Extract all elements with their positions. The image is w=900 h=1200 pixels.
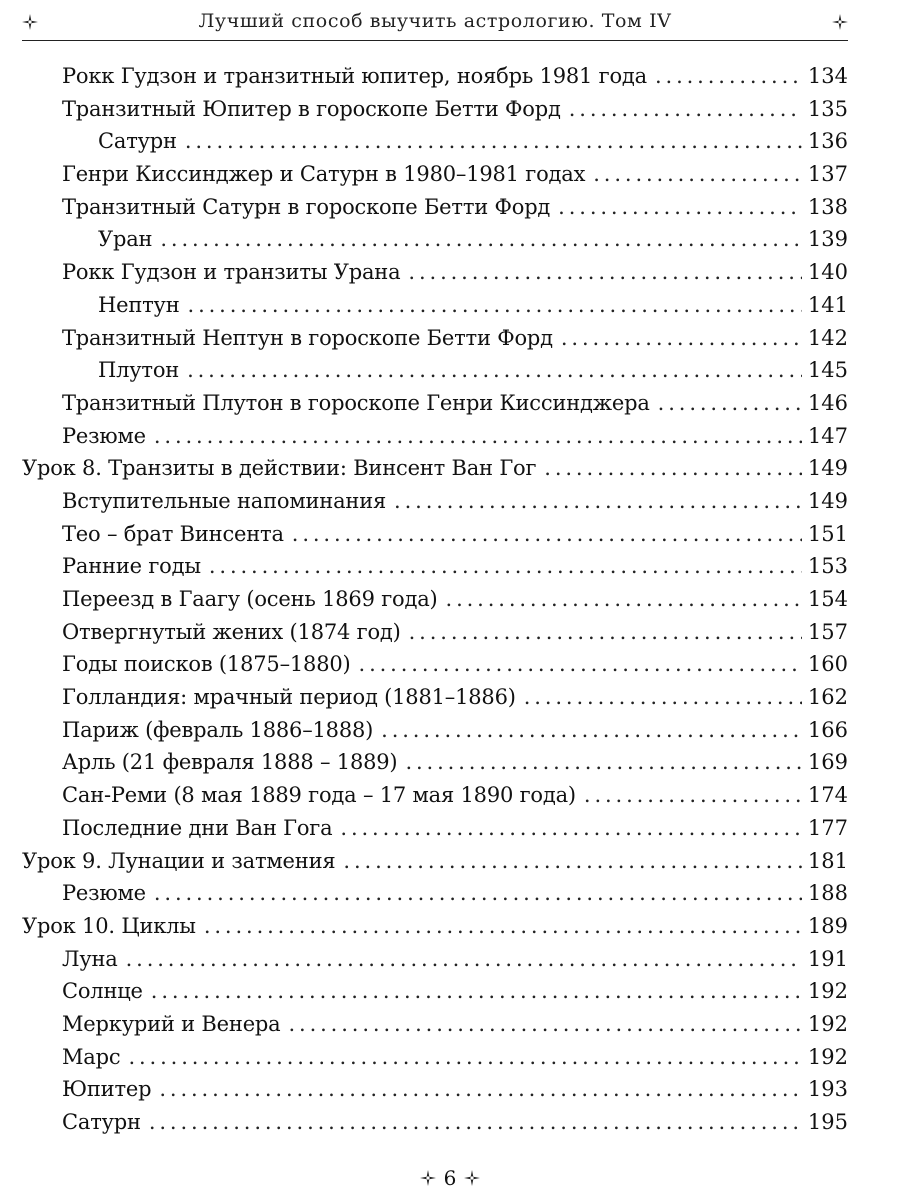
page-footer <box>0 1166 900 1190</box>
dot-leader <box>343 845 801 878</box>
toc-entry-title: Ранние годы <box>62 554 201 579</box>
dot-leader <box>446 583 802 616</box>
toc-entry-page: 153 <box>807 554 848 579</box>
toc-entry-title: Транзитный Юпитер в гороскопе Бетти Форд <box>62 96 561 121</box>
toc-entry-page: 149 <box>807 488 848 513</box>
toc-entry-title: Резюме <box>62 423 146 448</box>
dot-leader <box>128 1041 801 1074</box>
toc-entry-page: 166 <box>807 717 848 742</box>
toc-entry <box>22 943 848 976</box>
toc-entry-page: 147 <box>807 423 848 448</box>
toc-entry <box>22 746 848 779</box>
toc-entry-page: 193 <box>807 1077 848 1102</box>
toc-entry-page: 191 <box>807 946 848 971</box>
toc-entry <box>22 485 848 518</box>
dot-leader <box>126 943 802 976</box>
toc-entry-title: Рокк Гудзон и транзиты Урана <box>62 260 401 285</box>
four-point-star-icon <box>464 1170 480 1186</box>
running-header <box>22 6 848 41</box>
toc-entry-page: 137 <box>807 162 848 187</box>
toc-entry-page: 151 <box>807 521 848 546</box>
dot-leader <box>340 812 802 845</box>
toc-entry-page: 135 <box>807 96 848 121</box>
dot-leader <box>151 975 802 1008</box>
toc-entry-page: 169 <box>807 750 848 775</box>
toc-entry <box>22 550 848 583</box>
toc-entry <box>22 910 848 943</box>
toc-entry <box>22 420 848 453</box>
toc-entry-title: Урок 8. Транзиты в действии: Винсент Ван Гог <box>22 456 537 481</box>
toc-entry-title: Годы поисков (1875–1880) <box>62 652 351 677</box>
toc-entry <box>22 60 848 93</box>
dot-leader <box>359 648 802 681</box>
toc-entry-page: 188 <box>807 881 848 906</box>
toc-entry-title: Сатурн <box>62 1110 141 1134</box>
dot-leader <box>655 60 802 93</box>
dot-leader <box>209 550 802 583</box>
toc-entry-title: Плутон <box>98 358 180 383</box>
table-of-contents <box>22 60 848 1139</box>
toc-entry <box>22 616 848 649</box>
toc-entry-page: 192 <box>807 979 848 1004</box>
toc-entry-page: 142 <box>807 325 848 350</box>
toc-entry-title: Нептун <box>98 292 180 317</box>
toc-entry-title: Сатурн <box>98 129 177 154</box>
toc-entry-page: 138 <box>807 194 848 219</box>
toc-entry-title: Марс <box>62 1044 121 1069</box>
toc-entry-page: 160 <box>807 652 848 677</box>
toc-entry <box>22 452 848 485</box>
toc-entry-title: Тео – брат Винсента <box>62 521 284 546</box>
toc-entry-title: Луна <box>62 946 118 971</box>
toc-entry-title: Арль (21 февраля 1888 – 1889) <box>62 750 398 775</box>
dot-leader <box>185 125 802 158</box>
toc-entry-page: 177 <box>807 815 848 840</box>
toc-entry-title: Сан-Реми (8 мая 1889 года – 17 мая 1890 года) <box>62 783 576 808</box>
toc-entry-title: Солнце <box>62 979 143 1004</box>
four-point-star-icon <box>22 14 38 30</box>
dot-leader <box>524 681 802 714</box>
toc-entry <box>22 289 848 322</box>
toc-entry <box>22 583 848 616</box>
toc-entry <box>22 191 848 224</box>
toc-entry-page: 134 <box>807 64 848 88</box>
toc-entry <box>22 322 848 355</box>
dot-leader <box>584 779 802 812</box>
toc-entry-title: Юпитер <box>62 1077 152 1102</box>
four-point-star-icon <box>832 14 848 30</box>
toc-entry-page: 192 <box>807 1044 848 1069</box>
dot-leader <box>658 387 802 420</box>
dot-leader <box>149 1106 802 1139</box>
toc-entry-page: 141 <box>807 292 848 317</box>
dot-leader <box>558 191 802 224</box>
toc-entry <box>22 1008 848 1041</box>
toc-entry <box>22 975 848 1008</box>
dot-leader <box>593 158 802 191</box>
dot-leader <box>160 223 802 256</box>
toc-entry-title: Резюме <box>62 881 146 906</box>
toc-entry-title: Урок 9. Лунации и затмения <box>22 848 336 873</box>
dot-leader <box>405 746 801 779</box>
toc-entry-title: Урок 10. Циклы <box>22 913 196 938</box>
dot-leader <box>569 93 802 126</box>
toc-entry-page: 154 <box>807 587 848 611</box>
toc-entry-title: Голландия: мрачный период (1881–1886) <box>62 685 516 710</box>
toc-entry-title: Отвергнутый жених (1874 год) <box>62 619 401 644</box>
toc-entry-page: 192 <box>807 1011 848 1036</box>
toc-entry <box>22 223 848 256</box>
book-title: Лучший способ выучить астрологию. Том IV <box>198 10 672 32</box>
toc-entry-title: Меркурий и Венера <box>62 1011 281 1036</box>
dot-leader <box>288 1008 801 1041</box>
dot-leader <box>408 256 801 289</box>
toc-entry-page: 162 <box>807 685 848 710</box>
toc-entry <box>22 158 848 191</box>
toc-entry <box>22 681 848 714</box>
toc-entry <box>22 354 848 387</box>
dot-leader <box>154 420 802 453</box>
toc-entry-title: Уран <box>98 227 153 252</box>
toc-entry-title: Рокк Гудзон и транзитный юпитер, ноябрь 1981 года <box>62 64 647 88</box>
dot-leader <box>187 354 802 387</box>
toc-entry-title: Париж (февраль 1886–1888) <box>62 717 374 742</box>
page-number: 6 <box>443 1166 457 1190</box>
toc-entry-page: 140 <box>807 260 848 285</box>
toc-entry-page: 139 <box>807 227 848 252</box>
dot-leader <box>561 322 802 355</box>
toc-entry <box>22 93 848 126</box>
toc-entry-title: Вступительные напоминания <box>62 488 387 513</box>
toc-entry-page: 146 <box>807 390 848 415</box>
toc-entry-page: 149 <box>807 456 848 481</box>
dot-leader <box>204 910 802 943</box>
toc-entry-page: 174 <box>807 783 848 808</box>
toc-entry-page: 195 <box>807 1110 848 1134</box>
toc-entry-page: 157 <box>807 619 848 644</box>
toc-entry-title: Переезд в Гаагу (осень 1869 года) <box>62 587 438 611</box>
dot-leader <box>154 877 802 910</box>
toc-entry <box>22 845 848 878</box>
toc-entry-title: Транзитный Плутон в гороскопе Генри Киссинджера <box>62 390 650 415</box>
toc-entry <box>22 1041 848 1074</box>
dot-leader <box>409 616 802 649</box>
toc-entry-page: 181 <box>807 848 848 873</box>
dot-leader <box>292 518 802 551</box>
toc-entry-page: 136 <box>807 129 848 154</box>
toc-entry-title: Транзитный Сатурн в гороскопе Бетти Форд <box>62 194 551 219</box>
toc-entry <box>22 812 848 845</box>
four-point-star-icon <box>420 1170 436 1186</box>
dot-leader <box>394 485 802 518</box>
toc-entry <box>22 518 848 551</box>
dot-leader <box>159 1073 802 1106</box>
toc-entry <box>22 387 848 420</box>
toc-entry-title: Последние дни Ван Гога <box>62 815 333 840</box>
toc-entry-title: Генри Киссинджер и Сатурн в 1980–1981 годах <box>62 162 586 187</box>
toc-entry <box>22 1073 848 1106</box>
toc-entry-page: 145 <box>807 358 848 383</box>
dot-leader <box>544 452 802 485</box>
toc-entry <box>22 125 848 158</box>
dot-leader <box>188 289 802 322</box>
dot-leader <box>381 714 802 747</box>
toc-entry <box>22 877 848 910</box>
toc-entry <box>22 1106 848 1139</box>
toc-entry <box>22 648 848 681</box>
toc-entry <box>22 256 848 289</box>
toc-entry <box>22 779 848 812</box>
toc-entry <box>22 714 848 747</box>
toc-entry-title: Транзитный Нептун в гороскопе Бетти Форд <box>62 325 553 350</box>
toc-entry-page: 189 <box>807 913 848 938</box>
